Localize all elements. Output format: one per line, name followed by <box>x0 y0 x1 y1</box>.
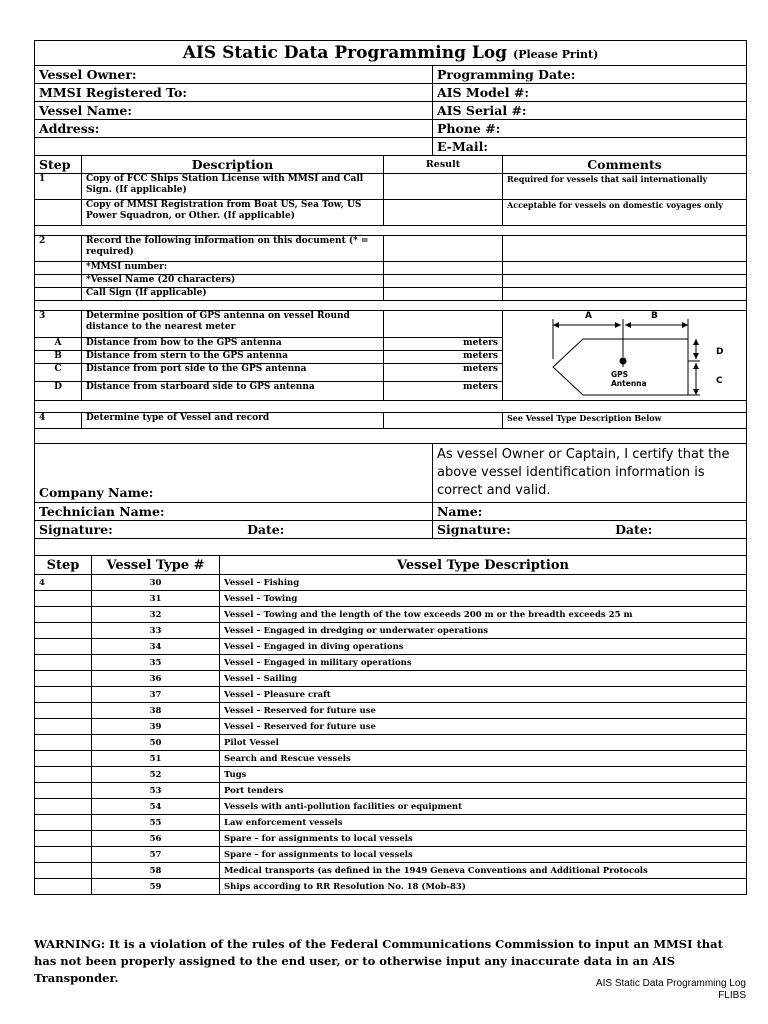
vt-col-num: Vessel Type # <box>92 556 220 575</box>
table-row <box>35 687 747 703</box>
vessel-type-number: 56 <box>92 831 220 847</box>
vt-step-cell <box>35 607 92 623</box>
owner-date-label: Date: <box>615 522 653 537</box>
vessel-type-description: Spare – for assignments to local vessels <box>220 831 747 847</box>
step-3-row-a: Distance from bow to the GPS antenna <box>82 338 384 351</box>
vessel-type-description: Pilot Vessel <box>220 735 747 751</box>
vessel-type-description: Search and Rescue vessels <box>220 751 747 767</box>
step-2d-text: Call Sign (If applicable) <box>82 288 384 301</box>
step-1b-result[interactable] <box>384 200 503 226</box>
page-footer <box>596 978 746 1002</box>
vessel-type-number: 35 <box>92 655 220 671</box>
vessel-type-number: 31 <box>92 591 220 607</box>
vessel-diagram-svg <box>503 311 747 401</box>
vessel-type-number: 53 <box>92 783 220 799</box>
technician-name-field[interactable]: Technician Name: <box>35 503 433 521</box>
vt-step-cell <box>35 831 92 847</box>
step-3-unit-c[interactable]: meters <box>384 364 503 382</box>
table-row <box>35 799 747 815</box>
technician-signature-row[interactable] <box>35 521 433 539</box>
vessel-type-description: Vessel – Engaged in diving operations <box>220 639 747 655</box>
label-b: B <box>651 311 658 321</box>
table-row <box>35 735 747 751</box>
step-3-unit-d[interactable]: meters <box>384 382 503 401</box>
vessel-type-number: 50 <box>92 735 220 751</box>
footer-title: AIS Static Data Programming Log <box>595 978 746 989</box>
step-3-unit-a[interactable]: meters <box>384 338 503 351</box>
vessel-type-description: Port tenders <box>220 783 747 799</box>
step-2b-text: *MMSI number: <box>82 262 384 275</box>
table-row <box>35 607 747 623</box>
table-row <box>35 719 747 735</box>
label-a: A <box>585 311 592 321</box>
col-comments: Comments <box>503 156 747 174</box>
vessel-type-number: 36 <box>92 671 220 687</box>
vessel-type-number: 55 <box>92 815 220 831</box>
step-3-row-b: Distance from stern to the GPS antenna <box>82 351 384 364</box>
vessel-name-result[interactable] <box>384 275 503 288</box>
mmsi-number-result[interactable] <box>384 262 503 275</box>
step-4a-text: Determine type of Vessel and record <box>82 413 384 429</box>
table-row <box>35 767 747 783</box>
vessel-type-table <box>34 555 747 895</box>
owner-name-field[interactable]: Name: <box>433 503 747 521</box>
vt-step-cell: 4 <box>35 575 92 591</box>
vessel-type-number: 32 <box>92 607 220 623</box>
step-1-number: 1 <box>35 174 82 200</box>
step-3-letter-c: C <box>35 364 82 382</box>
table-row <box>35 815 747 831</box>
vessel-type-number: 59 <box>92 879 220 895</box>
vessel-type-result[interactable] <box>384 413 503 429</box>
step-1b-text: Copy of MMSI Registration from Boat US, Sea Tow, US Power Squadron, or Other. (If applicable) <box>82 200 384 226</box>
vessel-type-number: 33 <box>92 623 220 639</box>
vt-col-desc: Vessel Type Description <box>220 556 747 575</box>
company-name-field[interactable]: Company Name: <box>35 444 433 503</box>
step-2a-text: Record the following information on this document (* = required) <box>82 236 384 262</box>
vessel-type-number: 30 <box>92 575 220 591</box>
vessel-type-number: 39 <box>92 719 220 735</box>
vt-step-cell <box>35 751 92 767</box>
vt-step-cell <box>35 687 92 703</box>
table-row <box>35 783 747 799</box>
vessel-type-description: Vessel – Engaged in military operations <box>220 655 747 671</box>
vessel-type-description: Ships according to RR Resolution No. 18 (Mob-83) <box>220 879 747 895</box>
vessel-type-description: Vessel – Sailing <box>220 671 747 687</box>
step-2-number: 2 <box>35 236 82 262</box>
vessel-type-description: Law enforcement vessels <box>220 815 747 831</box>
table-row <box>35 879 747 895</box>
vessel-type-number: 57 <box>92 847 220 863</box>
vt-step-cell <box>35 703 92 719</box>
label-c: C <box>716 376 723 386</box>
email-field[interactable]: E-Mail: <box>433 138 747 156</box>
vessel-type-description: Spare – for assignments to local vessels <box>220 847 747 863</box>
ais-model-field[interactable]: AIS Model #: <box>433 84 747 102</box>
step-3-row-c: Distance from port side to the GPS antenna <box>82 364 384 382</box>
step-4-number: 4 <box>35 413 82 429</box>
step-2c-text: *Vessel Name (20 characters) <box>82 275 384 288</box>
step-3a-text: Determine position of GPS antenna on vessel Round distance to the nearest meter <box>82 311 384 338</box>
table-row <box>35 591 747 607</box>
owner-signature-row[interactable] <box>433 521 747 539</box>
step-3-number: 3 <box>35 311 82 338</box>
table-row <box>35 655 747 671</box>
technician-signature-label: Signature: <box>39 522 113 537</box>
step-3-letter-d: D <box>35 382 82 401</box>
vt-step-cell <box>35 623 92 639</box>
certify-statement: As vessel Owner or Captain, I certify that the above vessel identification information is correct and valid. <box>433 444 747 503</box>
step-1a-result[interactable] <box>384 174 503 200</box>
vt-step-cell <box>35 863 92 879</box>
label-gps: GPS <box>611 370 629 379</box>
vessel-type-description: Tugs <box>220 767 747 783</box>
table-row <box>35 751 747 767</box>
vt-step-cell <box>35 879 92 895</box>
ais-serial-field[interactable]: AIS Serial #: <box>433 102 747 120</box>
label-d: D <box>716 347 724 357</box>
address-line-2[interactable] <box>35 138 433 156</box>
vt-step-cell <box>35 847 92 863</box>
step-3-unit-b[interactable]: meters <box>384 351 503 364</box>
phone-field[interactable]: Phone #: <box>433 120 747 138</box>
vessel-type-rows <box>35 575 747 895</box>
vessel-type-number: 52 <box>92 767 220 783</box>
col-description: Description <box>82 156 384 174</box>
form-title: AIS Static Data Programming Log <box>182 43 508 63</box>
vt-step-cell <box>35 815 92 831</box>
vt-step-cell <box>35 783 92 799</box>
vessel-type-description: Medical transports (as defined in the 1949 Geneva Conventions and Additional Protocols <box>220 863 747 879</box>
owner-signature-label: Signature: <box>437 522 511 537</box>
step-1b-comment: Acceptable for vessels on domestic voyages only <box>503 200 747 226</box>
vt-col-step: Step <box>35 556 92 575</box>
vt-step-cell <box>35 591 92 607</box>
programming-log-form <box>34 40 746 895</box>
vessel-type-description: Vessel – Fishing <box>220 575 747 591</box>
vessel-type-description: Vessels with anti-pollution facilities or equipment <box>220 799 747 815</box>
vessel-type-number: 34 <box>92 639 220 655</box>
vt-step-cell <box>35 639 92 655</box>
programming-date-field[interactable]: Programming Date: <box>433 66 747 84</box>
vt-step-cell <box>35 655 92 671</box>
vessel-type-number: 51 <box>92 751 220 767</box>
table-row <box>35 847 747 863</box>
vessel-type-number: 38 <box>92 703 220 719</box>
vt-step-cell <box>35 767 92 783</box>
vt-step-cell <box>35 671 92 687</box>
step-1a-comment: Required for vessels that sail internationally <box>503 174 747 200</box>
vt-step-cell <box>35 735 92 751</box>
table-row <box>35 639 747 655</box>
step-1a-text: Copy of FCC Ships Station License with MMSI and Call Sign. (If applicable) <box>82 174 384 200</box>
col-step: Step <box>35 156 82 174</box>
step-3-letter-a: A <box>35 338 82 351</box>
step-3-row-d: Distance from starboard side to GPS antenna <box>82 382 384 401</box>
col-result: Result <box>384 156 503 174</box>
call-sign-result[interactable] <box>384 288 503 301</box>
step-3-letter-b: B <box>35 351 82 364</box>
table-row <box>35 703 747 719</box>
step-4-comment: See Vessel Type Description Below <box>503 413 747 429</box>
please-print-note: (Please Print) <box>512 48 599 61</box>
vessel-type-description: Vessel – Reserved for future use <box>220 719 747 735</box>
vessel-type-number: 54 <box>92 799 220 815</box>
table-row <box>35 671 747 687</box>
form-title-cell <box>35 41 747 66</box>
vessel-type-number: 58 <box>92 863 220 879</box>
fcc-warning: WARNING: It is a violation of the rules of the Federal Communications Commission to input an MMSI that has not been properly assigned to the end user, or to otherwise input any inaccurate data in an AIS Transponder. <box>34 937 723 985</box>
gps-antenna-diagram <box>503 311 747 401</box>
vessel-owner-field[interactable]: Vessel Owner: <box>35 66 433 84</box>
table-row <box>35 575 747 591</box>
mmsi-registered-field[interactable]: MMSI Registered To: <box>35 84 433 102</box>
table-row <box>35 623 747 639</box>
vessel-type-description: Vessel – Engaged in dredging or underwater operations <box>220 623 747 639</box>
vessel-type-number: 37 <box>92 687 220 703</box>
vt-step-cell <box>35 719 92 735</box>
main-table <box>34 40 747 556</box>
vessel-type-description: Vessel – Towing and the length of the tow exceeds 200 m or the breadth exceeds 25 m <box>220 607 747 623</box>
vessel-type-description: Vessel – Pleasure craft <box>220 687 747 703</box>
footer-org: FLIBS <box>718 990 746 1001</box>
vt-step-cell <box>35 799 92 815</box>
vessel-type-description: Vessel – Towing <box>220 591 747 607</box>
technician-date-label: Date: <box>247 522 285 537</box>
label-antenna: Antenna <box>611 379 647 388</box>
table-row <box>35 831 747 847</box>
vessel-type-description: Vessel – Reserved for future use <box>220 703 747 719</box>
table-row <box>35 863 747 879</box>
vessel-name-field[interactable]: Vessel Name: <box>35 102 433 120</box>
address-field[interactable]: Address: <box>35 120 433 138</box>
